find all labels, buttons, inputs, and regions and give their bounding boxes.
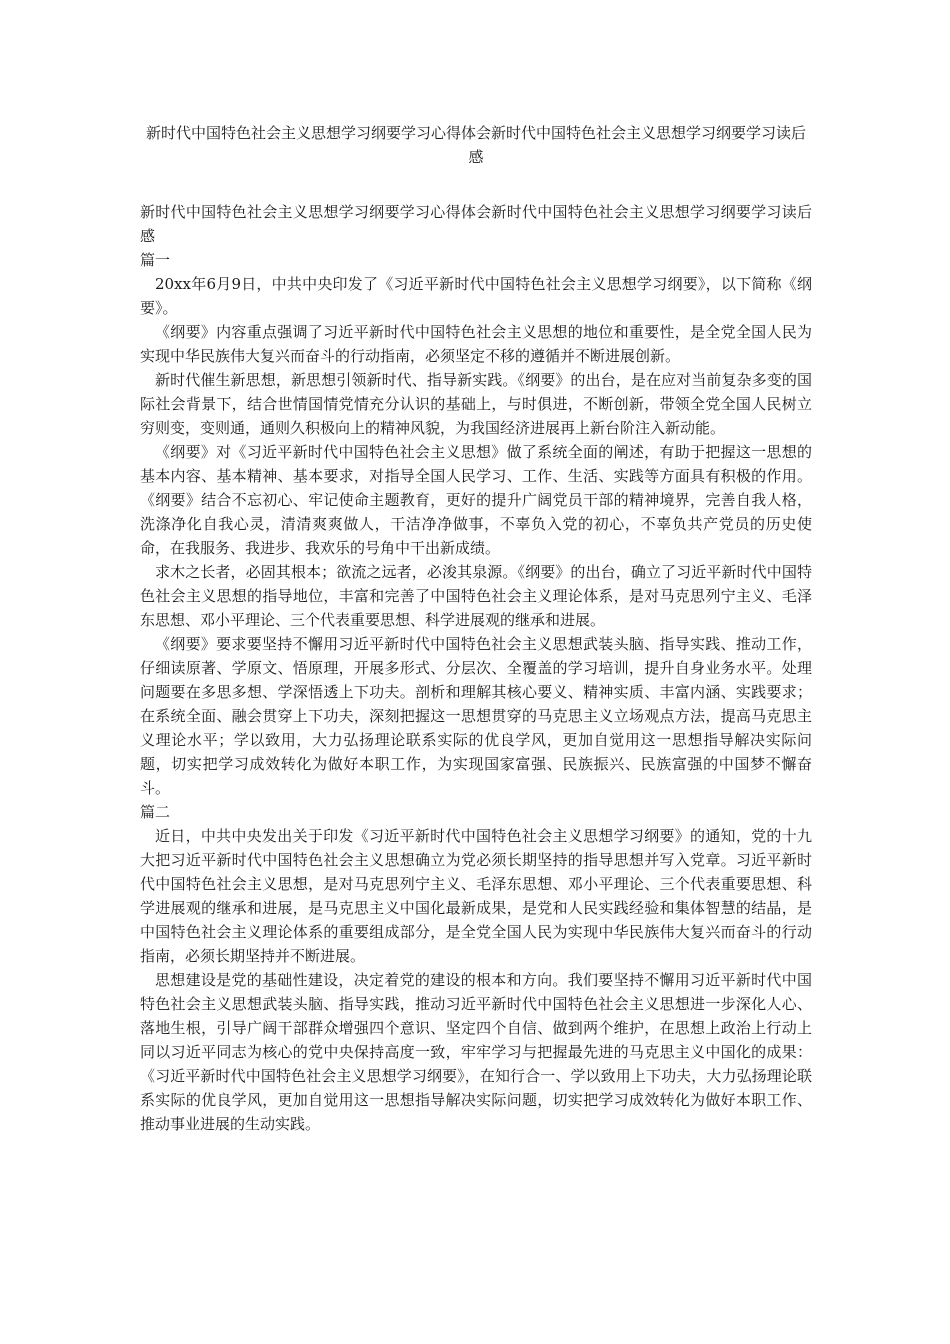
paragraph: 近日，中共中央发出关于印发《习近平新时代中国特色社会主义思想学习纲要》的通知，党的十九大把习近平新时代中国特色社会主义思想确立为党必须长期坚持的指导思想并写入党章。习近平新时代中国特色社会主义思想，是对马克思列宁主义、毛泽东思想、邓小平理论、三个代表重要思想、科学进展观的继承和进展，是马克思主义中国化最新成果，是党和人民实践经验和集体智慧的结晶，是中国特色社会主义理论体系的重要组成部分，是全党全国人民为实现中华民族伟大复兴而奋斗的行动指南，必须长期坚持并不断进展。 [140,827,812,965]
document-subtitle: 新时代中国特色社会主义思想学习纲要学习心得体会新时代中国特色社会主义思想学习纲要学习读后感 [140,203,812,245]
paragraph: 20xx年6月9日，中共中央印发了《习近平新时代中国特色社会主义思想学习纲要》，以下简称《纲要》。 [140,275,812,317]
paragraph: 新时代催生新思想，新思想引领新时代、指导新实践。《纲要》的出台，是在应对当前复杂多变的国际社会背景下，结合世情国情党情充分认识的基础上，与时俱进，不断创新，带领全党全国人民树立穷则变，变则通，通则久积极向上的精神风貌，为我国经济进展再上新台阶注入新动能。 [140,371,812,437]
section-label-2: 篇二 [140,803,171,821]
paragraph: 求木之长者，必固其根本；欲流之远者，必浚其泉源。《纲要》的出台，确立了习近平新时代中国特色社会主义思想的指导地位，丰富和完善了中国特色社会主义理论体系，是对马克思列宁主义、毛泽东思想、邓小平理论、三个代表重要思想、科学进展观的继承和进展。 [140,563,812,629]
document-body [140,200,812,1136]
paragraph: 《纲要》内容重点强调了习近平新时代中国特色社会主义思想的地位和重要性，是全党全国人民为实现中华民族伟大复兴而奋斗的行动指南，必须坚定不移的遵循并不断进展创新。 [140,323,812,365]
section-label-1: 篇一 [140,251,171,269]
paragraph: 《纲要》要求要坚持不懈用习近平新时代中国特色社会主义思想武装头脑、指导实践、推动工作，仔细读原著、学原文、悟原理，开展多形式、分层次、全覆盖的学习培训，提升自身业务水平。处理问题要在多思多想、学深悟透上下功夫。剖析和理解其核心要义、精神实质、丰富内涵、实践要求；在系统全面、融会贯穿上下功夫，深刻把握这一思想贯穿的马克思主义立场观点方法，提高马克思主义理论水平；学以致用，大力弘扬理论联系实际的优良学风，更加自觉用这一思想指导解决实际问题，切实把学习成效转化为做好本职工作，为实现国家富强、民族振兴、民族富强的中国梦不懈奋斗。 [140,635,812,797]
paragraph: 《纲要》对《习近平新时代中国特色社会主义思想》做了系统全面的阐述，有助于把握这一思想的基本内容、基本精神、基本要求，对指导全国人民学习、工作、生活、实践等方面具有积极的作用。《纲要》结合不忘初心、牢记使命主题教育，更好的提升广阔党员干部的精神境界，完善自我人格，洗涤净化自我心灵，清清爽爽做人，干洁净净做事，不辜负入党的初心，不辜负共产党员的历史使命，在我服务、我进步、我欢乐的号角中干出新成绩。 [140,443,812,557]
document-title: 新时代中国特色社会主义思想学习纲要学习心得体会新时代中国特色社会主义思想学习纲要学习读后感 [145,124,806,166]
paragraph: 思想建设是党的基础性建设，决定着党的建设的根本和方向。我们要坚持不懈用习近平新时代中国特色社会主义思想武装头脑、指导实践，推动习近平新时代中国特色社会主义思想进一步深化人心、落地生根，引导广阔干部群众增强四个意识、坚定四个自信、做到两个维护，在思想上政治上行动上同以习近平同志为核心的党中央保持高度一致，牢牢学习与把握最先进的马克思主义中国化的成果：《习近平新时代中国特色社会主义思想学习纲要》，在知行合一、学以致用上下功夫，大力弘扬理论联系实际的优良学风，更加自觉用这一思想指导解决实际问题，切实把学习成效转化为做好本职工作、推动事业进展的生动实践。 [140,971,812,1133]
